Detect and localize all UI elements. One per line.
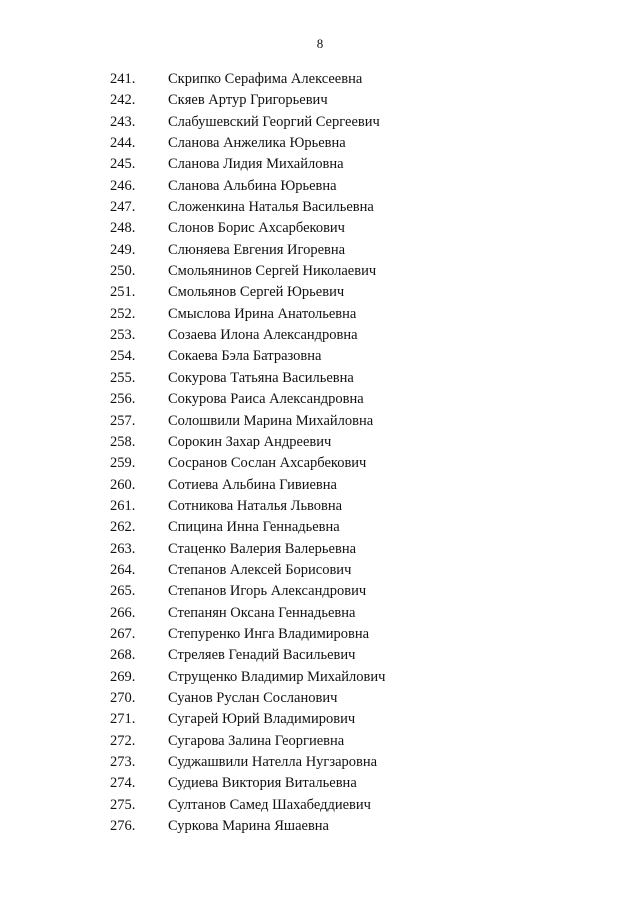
list-item-number: 247. [110,199,136,216]
list-item [110,282,610,303]
list-item-name: Сланова Анжелика Юрьевна [168,135,346,152]
list-item [110,240,610,261]
list-item-number: 254. [110,348,136,365]
list-item-number: 250. [110,263,136,280]
list-item-name: Степанов Игорь Александрович [168,583,367,600]
list-item [110,688,610,709]
list-item [110,453,610,474]
list-item-name: Стаценко Валерия Валерьевна [168,540,357,557]
list-item-name: Сланова Лидия Михайловна [168,156,344,173]
list-item-name: Степуренко Инга Владимировна [168,625,370,642]
list-item [110,667,610,688]
list-item [110,709,610,730]
list-item-name: Сланова Альбина Юрьевна [168,177,337,194]
list-item-number: 270. [110,689,136,706]
list-item-number: 244. [110,135,136,152]
list-item-number: 255. [110,369,136,386]
list-item-name: Струщенко Владимир Михайлович [168,668,386,685]
list-item-number: 246. [110,177,136,194]
list-item-name: Скрипко Серафима Алексеевна [168,71,363,87]
list-item-name: Сугарова Залина Георгиевна [168,732,345,749]
list-item-number: 242. [110,92,136,109]
list-item [110,795,610,816]
list-item [110,645,610,666]
list-item-name: Степанян Оксана Геннадьевна [168,604,356,621]
list-item-number: 241. [110,71,136,87]
list-item [110,731,610,752]
list-item [110,581,610,602]
list-item [110,816,610,837]
list-item [110,154,610,175]
list-item [110,475,610,496]
list-item [110,304,610,325]
list-item [110,624,610,645]
list-item [110,496,610,517]
list-item-number: 257. [110,412,136,429]
list-item-name: Сложенкина Наталья Васильевна [168,199,374,216]
list-item [110,517,610,538]
list-item-name: Слабушевский Георгий Сергеевич [168,113,380,130]
list-item [110,133,610,154]
list-item-name: Сотиева Альбина Гивиевна [168,476,337,493]
list-item-number: 252. [110,305,136,322]
list-item-number: 258. [110,433,136,450]
list-item-name: Сокурова Татьяна Васильевна [168,369,354,386]
list-item [110,261,610,282]
list-item-number: 266. [110,604,136,621]
list-item-name: Сокурова Раиса Александровна [168,391,364,408]
list-item-number: 274. [110,775,136,792]
list-item-name: Судиева Виктория Витальевна [168,775,357,792]
list-item [110,411,610,432]
list-item [110,218,610,239]
list-item-number: 259. [110,455,136,472]
list-item-number: 267. [110,625,136,642]
list-item-name: Смыслова Ирина Анатольевна [168,305,357,322]
list-item [110,432,610,453]
list-item-number: 271. [110,711,136,728]
list-item [110,325,610,346]
list-item-name: Смольянинов Сергей Николаевич [168,263,377,280]
list-item-name: Сосранов Сослан Ахсарбекович [168,455,367,472]
list-item-name: Суркова Марина Яшаевна [168,818,329,835]
list-item-number: 265. [110,583,136,600]
list-item-number: 256. [110,391,136,408]
list-item [110,176,610,197]
list-item-name: Суджашвили Нателла Нугзаровна [168,754,378,770]
list-item-name: Сугарей Юрий Владимирович [168,711,356,728]
page-number: 8 [316,36,324,51]
list-item [110,603,610,624]
list-item-name: Степанов Алексей Борисович [168,561,352,578]
list-item-number: 263. [110,540,136,557]
list-item-name: Слюняева Евгения Игоревна [168,241,346,258]
list-item-name: Солошвили Марина Михайловна [168,412,374,429]
list-item [110,112,610,133]
list-item-number: 268. [110,647,136,664]
list-item [110,752,610,773]
list-item-number: 245. [110,156,136,173]
list-item-number: 261. [110,497,136,514]
list-item-name: Скяев Артур Григорьевич [168,92,328,109]
name-list [110,69,610,837]
list-item-number: 275. [110,796,136,813]
list-item-name: Сотникова Наталья Львовна [168,497,343,514]
list-item-number: 249. [110,241,136,258]
list-item-number: 264. [110,561,136,578]
list-item-number: 269. [110,668,136,685]
list-item [110,346,610,367]
list-item-number: 276. [110,818,136,835]
list-item-name: Сокаева Бэла Батразовна [168,348,322,365]
list-item [110,368,610,389]
list-item [110,560,610,581]
list-item-name: Смольянов Сергей Юрьевич [168,284,345,301]
list-item-name: Созаева Илона Александровна [168,327,358,344]
list-item [110,69,610,90]
list-item-number: 273. [110,754,136,770]
list-item [110,773,610,794]
list-item-number: 248. [110,220,136,237]
list-item-name: Суанов Руслан Сосланович [168,689,338,706]
list-item-number: 260. [110,476,136,493]
list-item [110,197,610,218]
list-item-name: Спицина Инна Геннадьевна [168,519,340,536]
list-item-number: 262. [110,519,136,536]
list-item-name: Сорокин Захар Андреевич [168,433,332,450]
list-item [110,90,610,111]
list-item [110,389,610,410]
list-item [110,539,610,560]
list-item-number: 251. [110,284,136,301]
list-item-name: Слонов Борис Ахсарбекович [168,220,345,237]
list-item-number: 243. [110,113,136,130]
list-item-name: Стреляев Генадий Васильевич [168,647,356,664]
list-item-number: 253. [110,327,136,344]
list-item-number: 272. [110,732,136,749]
list-item-name: Султанов Самед Шахабеддиевич [168,796,371,813]
